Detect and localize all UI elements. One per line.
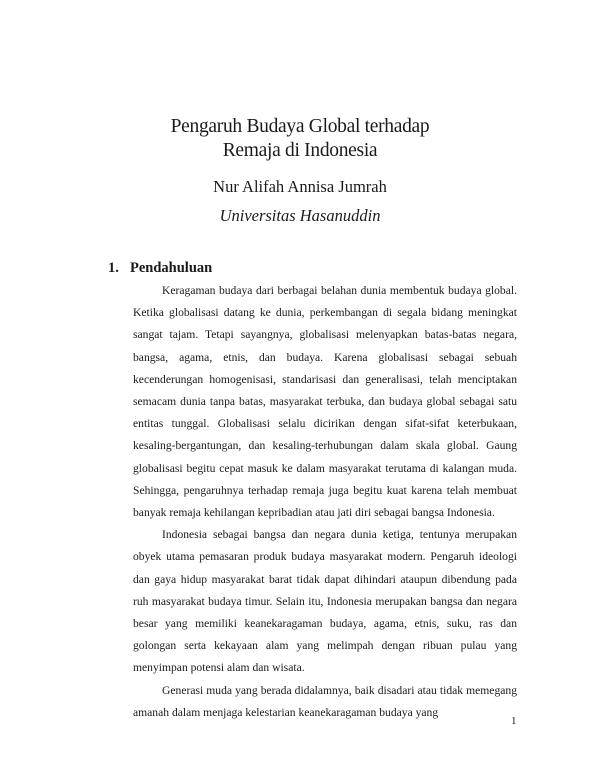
- paragraph-2: Indonesia sebagai bangsa dan negara dunia ketiga, tentunya merupakan obyek utama pemasaran produk budaya masyarakat modern. Pengaruh ideologi dan gaya hidup masyarakat barat tidak dapat dihindari ataupun dibendung pada ruh masyarakat budaya timur. Selain itu, Indonesia merupakan bangsa dan negara besar yang memiliki keanekaragaman budaya, agama, etnis, suku, ras dan golongan serta kekayaan alam yang melimpah dengan ribuan pulau yang menyimpan potensi alam dan wisata.: [133, 528, 517, 675]
- author-name: Nur Alifah Annisa Jumrah: [213, 177, 387, 196]
- title-line-2: Remaja di Indonesia: [222, 140, 378, 161]
- section-heading: [108, 258, 212, 278]
- page-number: 1: [511, 715, 517, 727]
- author-affiliation: Universitas Hasanuddin: [219, 206, 381, 225]
- section-number: 1.: [108, 260, 119, 276]
- title-line-1: Pengaruh Budaya Global terhadap: [170, 116, 430, 137]
- paragraph-3: Generasi muda yang berada didalamnya, baik disadari atau tidak memegang amanah dalam menjaga kelestarian keanekaragaman budaya yang: [133, 683, 517, 719]
- paragraph-1: Keragaman budaya dari berbagai belahan dunia membentuk budaya global. Ketika globalisasi datang ke dunia, perkembangan di segala bidang meningkat sangat tajam. Tetapi sayangnya, globalisasi melenyapkan batas-batas negara, bangsa, agama, etnis, dan budaya. Karena globalisasi sebagai sebuah kecenderungan homogenisasi, standarisasi dan generalisasi, telah menciptakan semacam dunia tanpa batas, masyarakat terbuka, dan budaya global sebagai satu entitas tunggal. Globalisasi selalu dicirikan dengan sifat-sifat keterbukaan, kesaling-bergantungan, dan kesaling-terhubungan dalam skala global. Gaung globalisasi begitu cepat masuk ke dalam masyarakat terutama di kalangan muda. Sehingga, pengaruhnya terhadap remaja juga begitu kuat karena telah membuat banyak remaja kehilangan kepribadian atau jati diri sebagai bangsa Indonesia.: [133, 284, 517, 520]
- paper-title: [0, 115, 600, 163]
- body-text: [133, 280, 517, 724]
- section-title: Pendahuluan: [130, 260, 213, 276]
